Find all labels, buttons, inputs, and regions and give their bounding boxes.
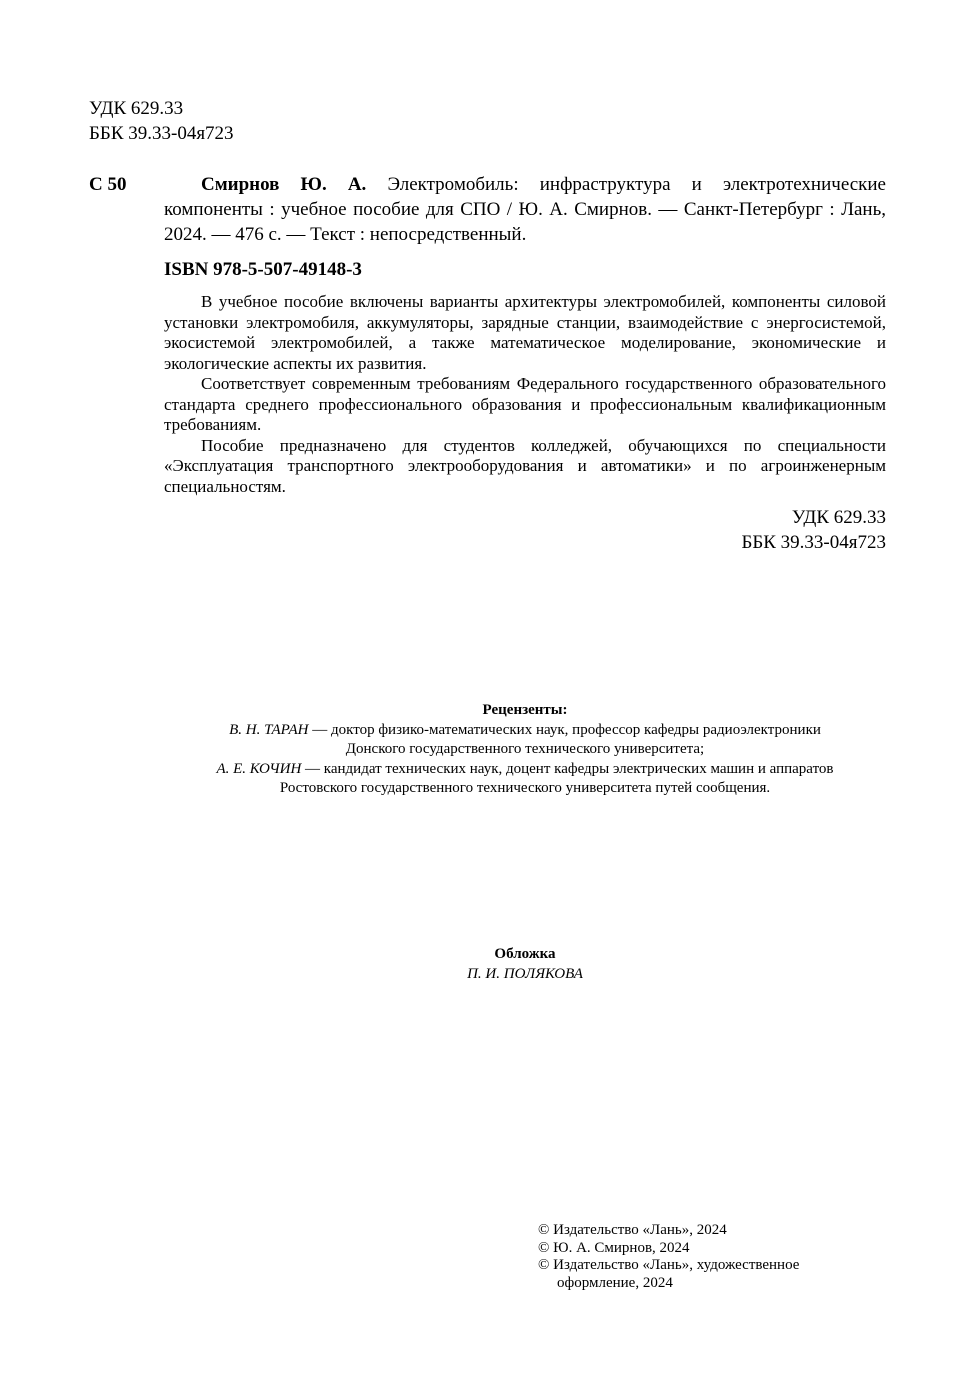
reviewers-heading: Рецензенты:: [482, 702, 568, 718]
bbk-code: ББК 39.33-04я723: [89, 123, 234, 144]
copyright-line-continued: оформление, 2024: [557, 1274, 673, 1291]
cover-designer: П. И. ПОЛЯКОВА: [467, 965, 583, 982]
copyright-line: © Ю. А. Смирнов, 2024: [538, 1239, 690, 1256]
reviewer-credentials: — кандидат технических наук, доцент кафедры электрических машин и аппаратов: [301, 760, 834, 777]
udk-code: УДК 629.33: [89, 98, 184, 119]
bbk-code: ББК 39.33-04я723: [741, 532, 886, 553]
reviewer-name: В. Н. ТАРАН: [229, 721, 309, 738]
abstract-paragraph: В учебное пособие включены варианты архитектуры электромобилей, компоненты силовой установки электромобиля, аккумуляторы, зарядные станции, взаимодействие с энергосистемой, экосистемой электромобилей, а также математическое моделирование, экономические и экологические аспекты их развития.: [164, 292, 886, 373]
reviewer-credentials: — доктор физико-математических наук, профессор кафедры радиоэлектроники: [308, 721, 821, 738]
reviewer-affiliation: Ростовского государственного технического университета путей сообщения.: [279, 780, 771, 796]
bibliographic-entry: [164, 172, 886, 247]
author-name: Смирнов Ю. А.: [201, 174, 367, 195]
classification-block-top: [89, 96, 234, 146]
cover-credit: [100, 945, 950, 984]
cover-heading: Обложка: [494, 946, 556, 962]
abstract: [164, 292, 886, 497]
abstract-paragraph: Соответствует современным требованиям Федерального государственного образовательного стандарта среднего профессионального образования и профессиональным квалификационным требованиям.: [164, 374, 886, 434]
reviewer-affiliation: Донского государственного технического университета;: [345, 741, 705, 757]
reviewer-1: [100, 721, 950, 741]
reviewers-block: [100, 701, 950, 799]
bibliographic-text: Электромобиль: инфраструктура и электротехнические компоненты : учебное пособие для СПО / Ю. А. Смирнов. — Санкт-Петербург : Лань, 2024. — 476 с. — Текст : непосредственный.: [164, 174, 886, 245]
reviewer-name: А. Е. КОЧИН: [216, 760, 302, 777]
udk-code: УДК 629.33: [791, 507, 886, 528]
classification-block-right: [600, 505, 886, 555]
catalog-code: С 50: [89, 174, 127, 195]
copyright-line: © Издательство «Лань», художественное: [538, 1257, 800, 1273]
abstract-paragraph: Пособие предназначено для студентов колледжей, обучающихся по специальности «Эксплуатация транспортного электрооборудования и автоматики» и по агроинженерным специальностям.: [164, 435, 886, 496]
isbn: ISBN 978-5-507-49148-3: [164, 259, 362, 280]
reviewer-2: [100, 760, 950, 780]
copyright-block: [538, 1222, 858, 1292]
copyright-line: © Издательство «Лань», 2024: [538, 1222, 727, 1238]
